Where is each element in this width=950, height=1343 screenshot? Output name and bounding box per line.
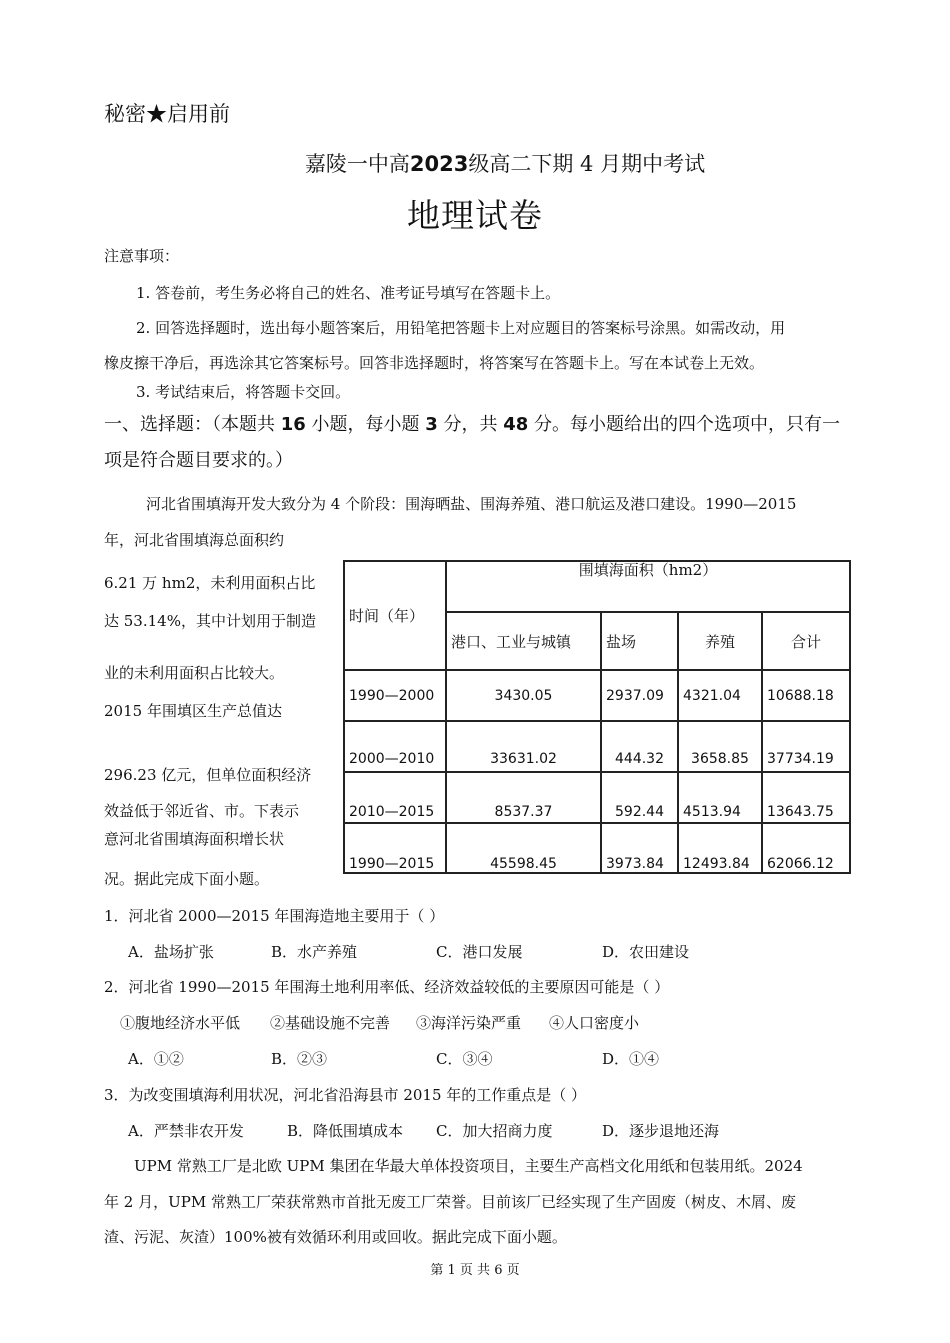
question-1-option-b: B．水产养殖 [271,943,358,961]
question-2-statement-1: ①腹地经济水平低 [120,1014,241,1032]
exam-title-year: 2023 [409,152,469,176]
question-2-option-b: B．②③ [271,1050,328,1068]
question-3-option-c: C．加大招商力度 [436,1122,553,1140]
table-row [344,823,850,873]
table-cell-aqua: 4321.04 [678,670,762,721]
passage2-line-2: 年 2 月，UPM 常熟工厂荣获常熟市首批无废工厂荣誉。目前该厂已经实现了生产固废（树皮、木屑、废 [104,1193,796,1211]
table-cell-period: 2000—2010 [344,721,446,772]
notice-heading: 注意事项： [104,247,180,265]
question-1-stem: 1．河北省 2000—2015 年围海造地主要用于（ ） [104,907,445,925]
table-subheader-salt: 盐场 [601,612,678,670]
table-subheader-total: 合计 [762,612,850,670]
table-row [344,772,850,823]
page-footer: 第 1 页 共 6 页 [430,1263,520,1278]
question-1-option-a: A．盐场扩张 [128,943,214,961]
total-points: 48 [503,414,529,435]
notice-item-1: 1. 答卷前，考生务必将自己的姓名、准考证号填写在答题卡上。 [136,284,561,302]
passage1-line-4: 达 53.14%，其中计划用于制造 [104,612,316,630]
question-2-option-c: C．③④ [436,1050,493,1068]
table-cell-port: 45598.45 [446,823,601,873]
notice-item-3: 3. 考试结束后，将答题卡交回。 [136,383,351,401]
table-cell-total: 62066.12 [762,823,850,873]
table-cell-port: 8537.37 [446,772,601,823]
passage1-line-2: 年，河北省围填海总面积约 [104,531,285,549]
table-cell-period: 1990—2015 [344,823,446,873]
section-heading [104,413,840,437]
passage1-line-7: 296.23 亿元，但单位面积经济 [104,766,312,784]
section-heading-part2: 小题，每小题 [305,414,426,435]
reclamation-table [343,560,851,874]
table-cell-port: 33631.02 [446,721,601,772]
table-header-time: 时间（年） [344,561,446,670]
section-heading-line-2: 项是符合题目要求的。） [104,450,293,471]
table-cell-port: 3430.05 [446,670,601,721]
passage1-line-6: 2015 年围填区生产总值达 [104,702,282,720]
passage1-line-3: 6.21 万 hm2，未利用面积占比 [104,574,316,592]
table-cell-salt: 592.44 [601,772,678,823]
question-3-option-b: B．降低围填成本 [287,1122,404,1140]
confidential-label: 秘密★启用前 [104,102,230,126]
question-2-stem: 2．河北省 1990—2015 年围海土地利用率低、经济效益较低的主要原因可能是（ ） [104,978,670,996]
passage1-line-1: 河北省围填海开发大致分为 4 个阶段：围海晒盐、围海养殖、港口航运及港口建设。1990—2015 [146,495,797,513]
section-heading-part3: 分，共 [437,414,504,435]
table-cell-salt: 2937.09 [601,670,678,721]
question-3-option-d: D．逐步退地还海 [602,1122,720,1140]
table-header-row [344,561,850,612]
question-2-option-a: A．①② [128,1050,184,1068]
passage1-line-5: 业的未利用面积占比较大。 [104,664,285,682]
passage1-line-8: 效益低于邻近省、市。下表示 [104,802,300,820]
table-cell-aqua: 3658.85 [678,721,762,772]
question-2-statement-2: ②基础设施不完善 [270,1014,391,1032]
passage1-line-10: 况。据此完成下面小题。 [104,870,270,888]
table-header-area: 围填海面积（hm2） [446,561,850,612]
exam-title-post: 级高二下期 4 月期中考试 [468,152,706,176]
subject-title: 地理试卷 [407,196,543,235]
question-1-option-d: D．农田建设 [602,943,690,961]
table-subheader-port: 港口、工业与城镇 [446,612,601,670]
table-cell-aqua: 4513.94 [678,772,762,823]
table-cell-salt: 444.32 [601,721,678,772]
section-heading-part4: 分。每小题给出的四个选项中，只有一 [528,414,841,435]
passage1-line-9: 意河北省围填海面积增长状 [104,830,285,848]
section-heading-part1: 一、选择题：（本题共 [104,414,281,435]
table-cell-aqua: 12493.84 [678,823,762,873]
table-cell-period: 2010—2015 [344,772,446,823]
question-2-statement-4: ④人口密度小 [549,1014,640,1032]
table-subheader-aqua: 养殖 [678,612,762,670]
passage2-line-1: UPM 常熟工厂是北欧 UPM 集团在华最大单体投资项目，主要生产高档文化用纸和包装用纸。2024 [134,1157,803,1175]
question-3-stem: 3．为改变围填海利用状况，河北省沿海县市 2015 年的工作重点是（ ） [104,1086,587,1104]
table-row [344,721,850,772]
table-cell-salt: 3973.84 [601,823,678,873]
table-cell-total: 10688.18 [762,670,850,721]
exam-title [0,148,950,178]
table-cell-period: 1990—2000 [344,670,446,721]
table-cell-total: 37734.19 [762,721,850,772]
passage2-line-3: 渣、污泥、灰渣）100%被有效循环利用或回收。据此完成下面小题。 [104,1228,567,1246]
notice-item-2-line-2: 橡皮擦干净后，再选涂其它答案标号。回答非选择题时，将答案写在答题卡上。写在本试卷上无效。 [104,354,765,372]
notice-item-2-line-1: 2. 回答选择题时，选出每小题答案后，用铅笔把答题卡上对应题目的答案标号涂黑。如需改动，用 [136,319,786,337]
question-count: 16 [280,414,306,435]
table-cell-total: 13643.75 [762,772,850,823]
points-per-question: 3 [425,414,438,435]
question-2-statement-3: ③海洋污染严重 [416,1014,522,1032]
question-1-option-c: C．港口发展 [436,943,523,961]
exam-title-pre: 嘉陵一中高 [304,152,410,176]
table-row [344,670,850,721]
question-2-option-d: D．①④ [602,1050,660,1068]
question-3-option-a: A．严禁非农开发 [128,1122,244,1140]
